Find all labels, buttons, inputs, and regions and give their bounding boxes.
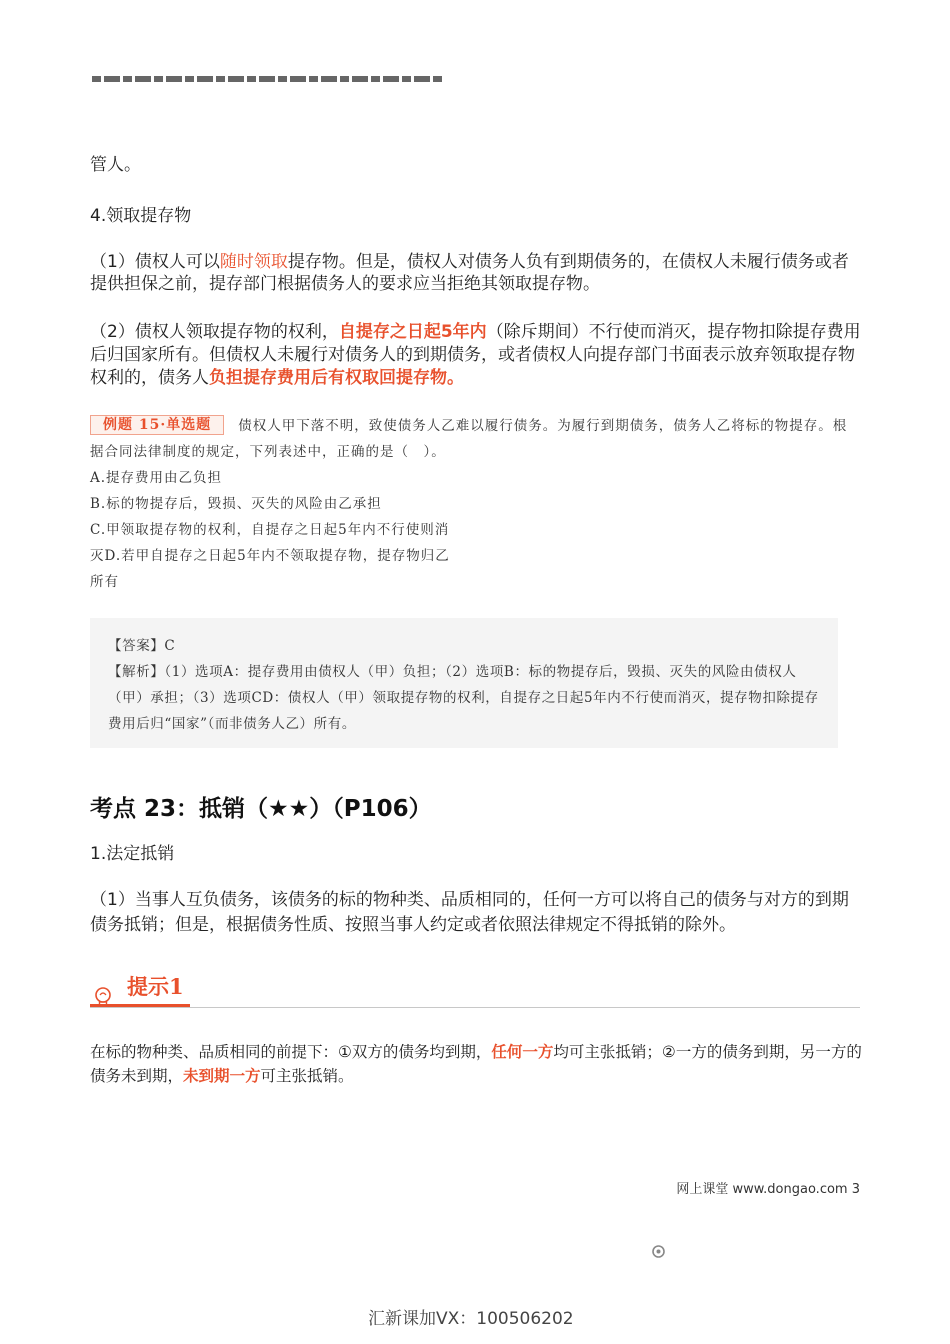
clipped-header-text — [92, 72, 452, 86]
text: 提存物。但是，债权人对债务人负有到期债务的，在债权人未履行债务或者提供担保之前，提存部门根据债务人的要求应当拒绝其领取提存物。 — [90, 252, 849, 294]
example-question — [90, 413, 860, 465]
subheading-legal-offset: 1.法定抵销 — [90, 844, 175, 864]
page-footer: 网上课堂 www.dongao.com 3 — [676, 1182, 860, 1197]
text: 可主张抵销。 — [260, 1067, 354, 1085]
option-b: B.标的物提存后，毁损、灭失的风险由乙承担 — [90, 496, 382, 512]
paragraph-continuation: 管人。 — [90, 155, 141, 175]
text: 在标的物种类、品质相同的前提下：①双方的债务均到期， — [90, 1043, 492, 1061]
option-d-cont: 所有 — [90, 574, 119, 590]
paragraph-3: （1）当事人互负债务，该债务的标的物种类、品质相同的，任何一方可以将自己的债务与对方的到期债务抵销；但是，根据债务性质、按照当事人约定或者依照法律规定不得抵销的除外。 — [90, 890, 849, 935]
text: （1）债权人可以 — [90, 252, 220, 272]
answer-line: 【答案】C — [108, 638, 176, 654]
text: 均可主张抵销；②一方的债务到期，另一方的债务未到期， — [90, 1043, 862, 1085]
dongao-logo-icon — [652, 1245, 665, 1258]
option-a: A.提存费用由乙负担 — [90, 470, 223, 486]
text: （2）债权人领取提存物的权利， — [90, 322, 339, 342]
highlight-text: 未到期一方 — [183, 1067, 261, 1085]
paragraph-2 — [90, 321, 865, 390]
clipped-bottom-text — [368, 1304, 588, 1344]
highlight-text: 随时领取 — [219, 252, 288, 272]
question-text: 债权人甲下落不明，致使债务人乙难以履行债务。为履行到期债务，债务人乙将标的物提存。根据合同法律制度的规定，下列表述中，正确的是（ ）。 — [90, 418, 848, 460]
section-subheading-4: 4.领取提存物 — [90, 206, 192, 226]
paragraph-1 — [90, 251, 865, 295]
tip-text — [90, 1040, 865, 1088]
section-heading: 考点 23：抵销（★★）（P106） — [90, 796, 432, 822]
tip-divider-accent — [90, 1004, 190, 1007]
example-label: 例题 15·单选题 — [90, 415, 224, 435]
answer-analysis: 【解析】（1）选项A：提存费用由债权人（甲）负担；（2）选项B：标的物提存后，毁损、灭失的风险由债权人（甲）承担；（3）选项CD：债权人（甲）领取提存物的权利，自提存之日起5年内不行使而消灭，提存物扣除提存费用后归“国家”（而非债务人乙）所有。 — [108, 664, 819, 732]
highlight-text: 负担提存费用后有权取回提存物。 — [209, 368, 464, 388]
highlight-text: 任何一方 — [491, 1043, 554, 1061]
tip-title: 提示1 — [127, 974, 184, 999]
option-d: 灭D.若甲自提存之日起5年内不领取提存物，提存物归乙 — [90, 548, 450, 564]
bottom-text: 汇新课加VX：100506202 — [368, 1309, 574, 1329]
option-c: C.甲领取提存物的权利，自提存之日起5年内不行使则消 — [90, 522, 450, 538]
text: （除斥期间）不行使而消灭，提存物扣除提存费用后归国家所有。但债权人未履行对债务人的到期债务，或者债权人向提存部门书面表示放弃领取提存物权利的，债务人 — [90, 322, 861, 388]
highlight-text: 自提存之日起5年内 — [338, 322, 487, 342]
tip-divider — [90, 1007, 860, 1008]
